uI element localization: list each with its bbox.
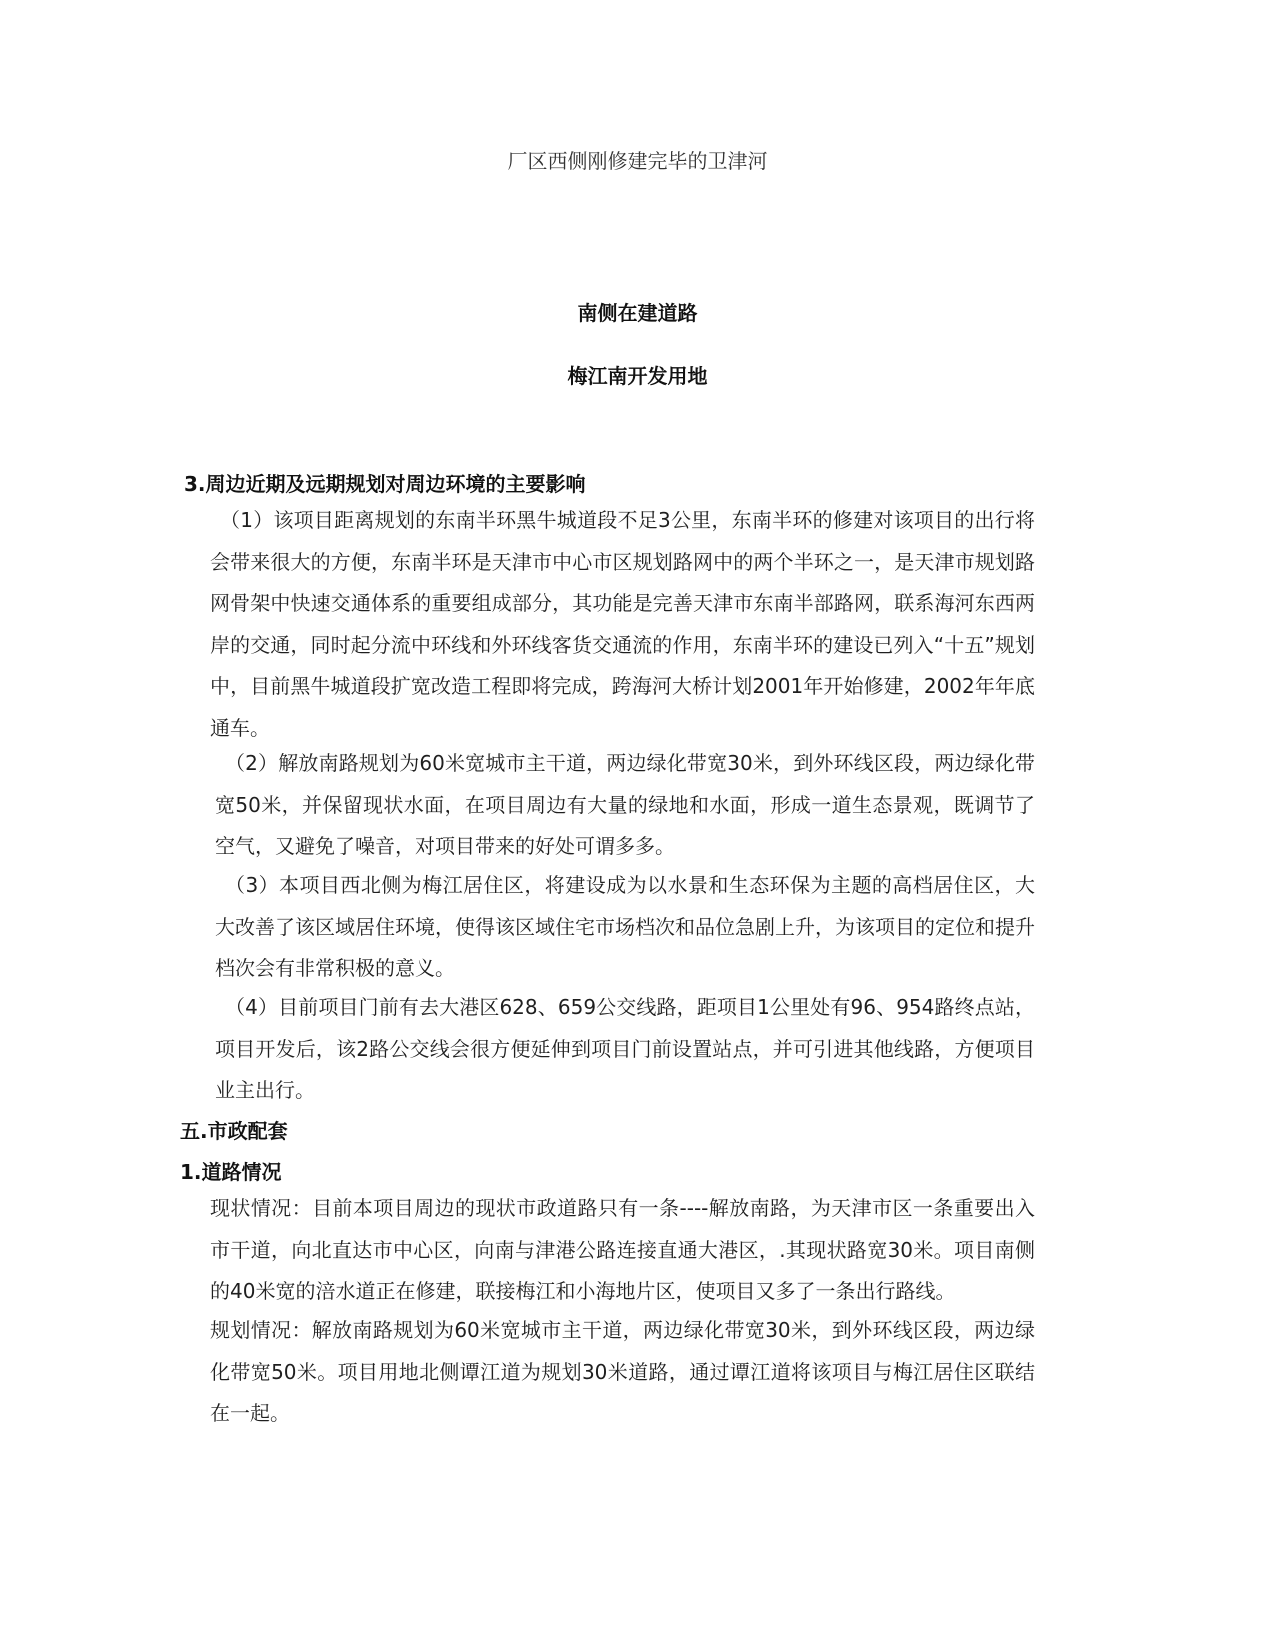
river-photo-caption: 厂区西侧刚修建完毕的卫津河 <box>507 149 768 173</box>
section-5-heading: 五.市政配套 <box>180 1119 288 1143</box>
road-photo-caption: 南侧在建道路 <box>577 301 698 325</box>
land-photo-caption: 梅江南开发用地 <box>567 364 708 388</box>
paragraph-1: （1）该项目距离规划的东南半环黑牛城道段不足3公里，东南半环的修建对该项目的出行将会带来很大的方便，东南半环是天津市中心市区规划路网中的两个半环之一，是天津市规划路网骨架中快速交通体系的重要组成部分，其功能是完善天津市东南半部路网，联系海河东西两岸的交通，同时起分流中环线和外环线客货交通流的作用，东南半环的建设已列入“十五”规划中，目前黑牛城道段扩宽改造工程即将完成，跨海河大桥计划2001年开始修建，2002年年底通车。 <box>210 508 1035 740</box>
road-situation-heading: 1.道路情况 <box>180 1160 282 1184</box>
paragraph-2: （2）解放南路规划为60米宽城市主干道，两边绿化带宽30米，到外环线区段，两边绿化带宽50米，并保留现状水面，在项目周边有大量的绿地和水面，形成一道生态景观，既调节了空气，又避免了噪音，对项目带来的好处可谓多多。 <box>215 751 1035 858</box>
section-3-heading: 3.周边近期及远期规划对周边环境的主要影响 <box>184 472 586 496</box>
current-situation-paragraph: 现状情况：目前本项目周边的现状市政道路只有一条----解放南路，为天津市区一条重要出入市干道，向北直达市中心区，向南与津港公路连接直通大港区，.其现状路宽30米。项目南侧的40米宽的涪水道正在修建，联接梅江和小海地片区，使项目又多了一条出行路线。 <box>210 1196 1035 1303</box>
paragraph-4: （4）目前项目门前有去大港区628、659公交线路，距项目1公里处有96、954路终点站，项目开发后，该2路公交线会很方便延伸到项目门前设置站点，并可引进其他线路，方便项目业主出行。 <box>215 995 1035 1102</box>
paragraph-3: （3）本项目西北侧为梅江居住区，将建设成为以水景和生态环保为主题的高档居住区，大大改善了该区域居住环境，使得该区域住宅市场档次和品位急剧上升，为该项目的定位和提升档次会有非常积极的意义。 <box>215 873 1035 980</box>
planned-situation-paragraph: 规划情况：解放南路规划为60米宽城市主干道，两边绿化带宽30米，到外环线区段，两边绿化带宽50米。项目用地北侧谭江道为规划30米道路，通过谭江道将该项目与梅江居住区联结在一起。 <box>210 1318 1035 1425</box>
